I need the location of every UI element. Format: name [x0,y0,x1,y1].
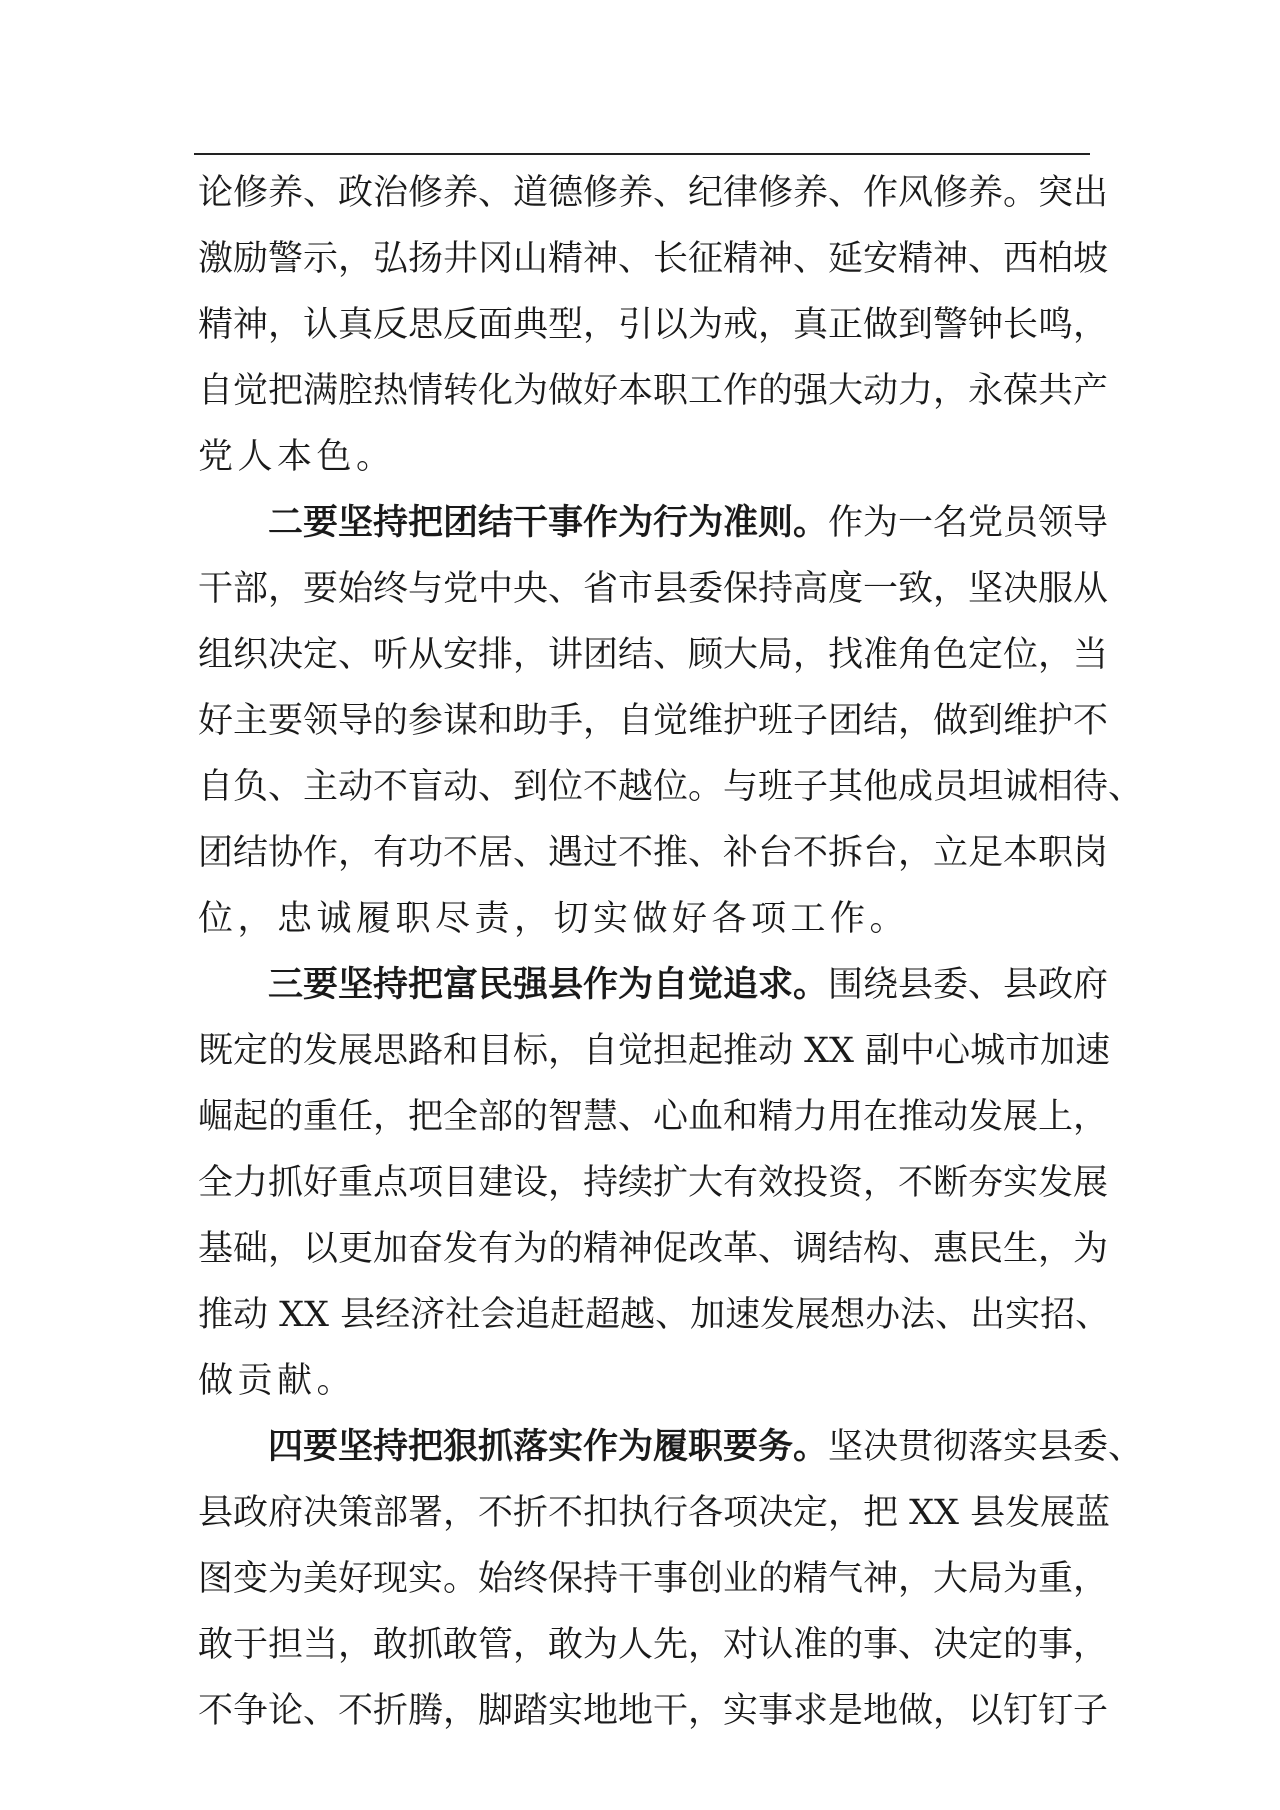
text-line: 激励警示，弘扬井冈山精神、长征精神、延安精神、西柏坡 [198,239,1109,279]
text-line: 自觉把满腔热情转化为做好本职工作的强大动力，永葆共产 [198,371,1109,411]
paragraph-4 [198,1414,1144,1744]
text-line: 不争论、不折腾，脚踏实地地干，实事求是地做，以钉钉子 [198,1691,1109,1731]
text-line: 县政府决策部署，不折不扣执行各项决定，把 XX 县发展蓝 [198,1493,1111,1533]
text-line: 精神，认真反思反面典型，引以为戒，真正做到警钟长鸣， [198,305,1109,345]
text-line: 位，忠诚履职尽责，切实做好各项工作。 [198,899,910,939]
text-line: 自负、主动不盲动、到位不越位。与班子其他成员坦诚相待、 [198,767,1144,807]
paragraph-heading: 二要坚持把团结干事作为行为准则。 [268,502,829,543]
text-line: 党人本色。 [198,437,396,477]
text-line: 全力抓好重点项目建设，持续扩大有效投资，不断夯实发展 [198,1163,1109,1203]
paragraph-first-line [198,490,1109,556]
text-line: 基础，以更加奋发有为的精神促改革、调结构、惠民生，为 [198,1229,1109,1269]
text-line: 推动 XX 县经济社会追赶超越、加速发展想办法、出实招、 [198,1295,1111,1335]
paragraph-2 [198,490,1144,952]
text-line: 既定的发展思路和目标，自觉担起推动 XX 副中心城市加速 [198,1031,1111,1071]
paragraph-text: 作为一名党员领导 [828,503,1109,543]
paragraph-3 [198,952,1111,1414]
paragraph-first-line [198,1414,1144,1480]
text-line: 组织决定、听从安排，讲团结、顾大局，找准角色定位，当 [198,635,1109,675]
header-rule [194,153,1090,155]
text-line: 崛起的重任，把全部的智慧、心血和精力用在推动发展上， [198,1097,1109,1137]
text-line: 干部，要始终与党中央、省市县委保持高度一致，坚决服从 [198,569,1109,609]
text-line: 好主要领导的参谋和助手，自觉维护班子团结，做到维护不 [198,701,1109,741]
paragraph-heading: 四要坚持把狠抓落实作为履职要务。 [268,1426,829,1467]
text-line: 做贡献。 [198,1361,357,1401]
text-line: 论修养、政治修养、道德修养、纪律修养、作风修养。突出 [198,173,1109,213]
paragraph-1 [198,160,1109,490]
paragraph-text: 围绕县委、县政府 [828,965,1109,1005]
text-line: 团结协作，有功不居、遇过不推、补台不拆台，立足本职岗 [198,833,1109,873]
text-line: 敢于担当，敢抓敢管，敢为人先，对认准的事、决定的事， [198,1625,1109,1665]
paragraph-first-line [198,952,1109,1018]
paragraph-text: 坚决贯彻落实县委、 [828,1427,1144,1467]
body-text [198,160,1144,1744]
text-line: 图变为美好现实。始终保持干事创业的精气神，大局为重， [198,1559,1109,1599]
paragraph-heading: 三要坚持把富民强县作为自觉追求。 [268,964,829,1005]
